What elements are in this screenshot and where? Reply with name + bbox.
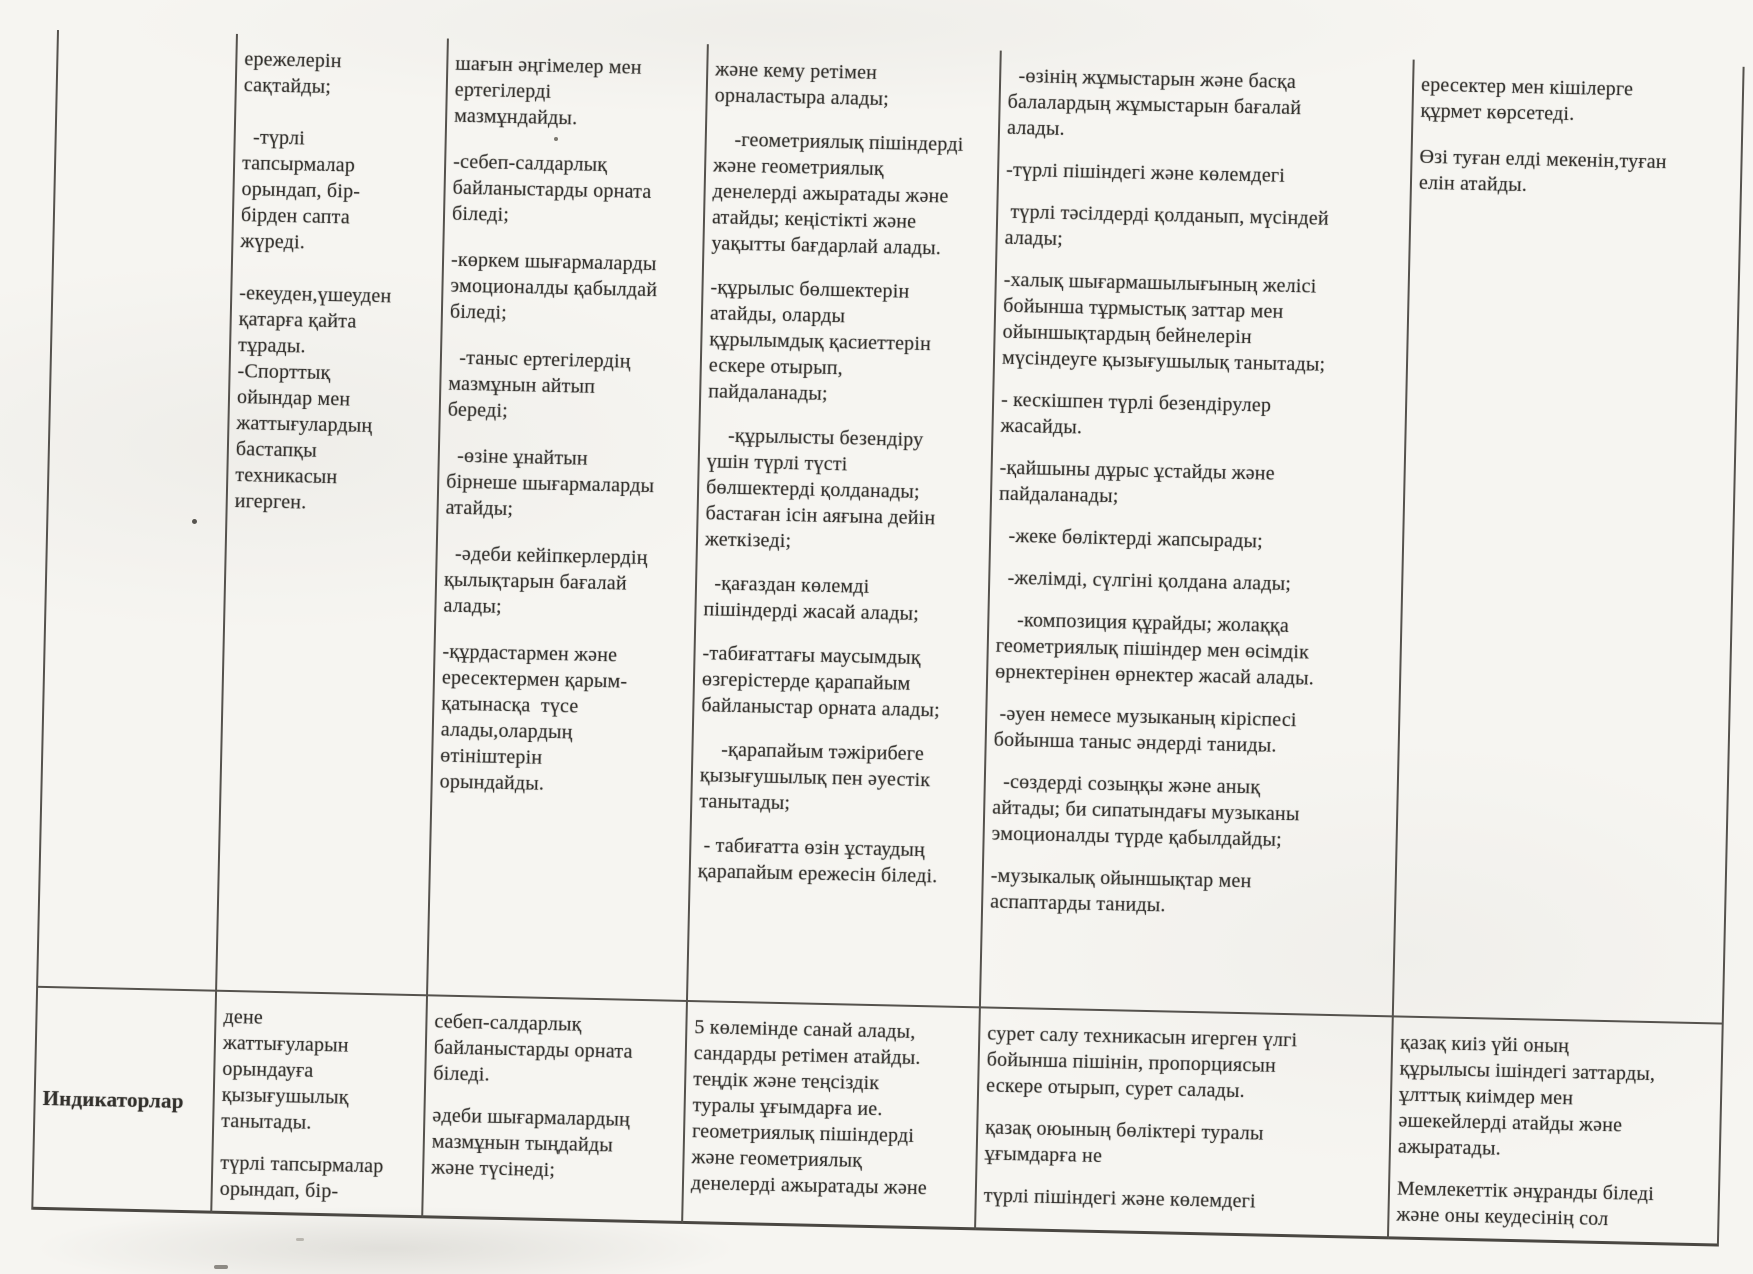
- paragraph: ересектер мен кішілерге құрмет көрсетеді.: [1420, 73, 1634, 126]
- paragraph: -геометриялық пішіндерді және геометриялық денелерді ажыратады және атайды; кеңістікті және уақытты бағдарлай алады.: [711, 128, 964, 260]
- paragraph: -құрылысты безендіру үшін түрлі түсті бөлшектерді қолданады; бастаған ісін аяғына дейін жеткізеді;: [704, 424, 936, 553]
- paragraph: қазақ киіз үйі оның құрылысы ішіндегі заттарды, ұлттық киімдер мен әшекейлерді атайды және ажыратады.: [1397, 1031, 1656, 1160]
- paragraph: - кескішпен түрлі безендірулер жасайды.: [1000, 388, 1272, 439]
- paragraph: -қайшыны дұрыс ұстайды және пайдаланады;: [998, 456, 1276, 508]
- paragraph: -түрлі тапсырмалар орындап, бір- бірден сапта жүреді.: [240, 126, 361, 254]
- paragraph: -әуен немесе музыканың кіріспесі бойынша таныс әндерді таниды.: [993, 702, 1297, 757]
- paragraph: Мемлекеттік әнұранды біледі және оны кеудесінің сол: [1396, 1177, 1655, 1231]
- curriculum-table: [31, 30, 1744, 1247]
- cell-row1-col2: [217, 34, 449, 996]
- paragraph: себеп-салдарлық байланыстарды орната біледі.: [433, 1010, 633, 1086]
- cell-row2-col4: [683, 1002, 981, 1230]
- indicator-row-label: Индикаторлар: [42, 1085, 184, 1113]
- cell-row2-col5: [976, 1008, 1394, 1239]
- scan-speck: [554, 137, 558, 141]
- paragraph: -өзінің жұмыстарын және басқа балалардың жұмыстарын бағалай алады.: [1006, 64, 1302, 141]
- paragraph: -өзіне ұнайтын бірнеше шығармаларды атайды;: [445, 444, 655, 521]
- paragraph: -түрлі пішіндегі және көлемдегі: [1005, 158, 1286, 187]
- scan-speck: [214, 1265, 228, 1269]
- cell-row1-col3: [428, 39, 709, 1002]
- paragraph: -қағаздан көлемді пішіндерді жасай алады;: [703, 572, 920, 625]
- paragraph: түрлі тапсырмалар орындап, бір-: [219, 1151, 384, 1203]
- cell-row1-col5: [981, 51, 1415, 1018]
- indicator-label-cell: [33, 988, 217, 1214]
- paragraph: - табиғатта өзін ұстаудың қарапайым ережесін біледі.: [697, 834, 938, 888]
- paragraph: түрлі тәсілдерді қолданып, мүсіндей алады;: [1004, 200, 1330, 250]
- scan-speck: [192, 519, 197, 524]
- paragraph: -әдеби кейіпкерлердің қылықтарын бағалай алады;: [443, 542, 648, 618]
- cell-row1-col4: [688, 44, 1002, 1008]
- cell-row1-col1: [38, 30, 238, 992]
- paragraph: қазақ оюының бөліктері туралы ұғымдарға не: [984, 1116, 1264, 1168]
- paragraph: -көркем шығармаларды эмоционалды қабылдай біледі;: [449, 248, 658, 324]
- paragraph: және кему ретімен орналастыра алады;: [714, 58, 890, 111]
- paragraph: түрлі пішіндегі және көлемдегі: [983, 1184, 1257, 1213]
- paragraph: -қарапайым тәжірибеге қызығушылық пен әуестік танытады;: [699, 738, 931, 815]
- paragraph: -жеке бөліктерді жапсырады;: [997, 524, 1264, 553]
- curriculum-table-sheet: [31, 30, 1744, 1247]
- paragraph: -құрылыс бөлшектерін атайды, оларды құрылымдық қасиеттерін ескере отырып, пайдаланады;: [708, 276, 932, 405]
- paragraph: -таныс ертегілердің мазмұнын айтып береді;: [447, 346, 631, 422]
- paragraph: 5 көлемінде санай алады, сандарды ретімен атайды. теңдік және теңсіздік туралы ұғымдарға ие. геометриялық пішіндерді және геометриялық денелерді ажыратады және: [690, 1016, 928, 1200]
- paragraph: -музыкалық ойыншықтар мен аспаптарды таниды.: [989, 864, 1252, 917]
- paragraph: шағын әңгімелер мен ертегілерді мазмұндайды.: [453, 52, 642, 130]
- cell-row2-col6: [1389, 1017, 1724, 1246]
- paragraph: дене жаттығуларын орындауға қызығушылық танытады.: [221, 1005, 349, 1134]
- paragraph: -себеп-салдарлық байланыстарды орната біледі;: [451, 150, 652, 226]
- paragraph: Өзі туған елді мекенін,туған елін атайды.: [1418, 145, 1667, 197]
- cell-row2-col2: [212, 992, 428, 1219]
- paragraph: -халық шығармашылығының желісі бойынша тұрмыстық заттар мен ойыншықтардың бейнелерін мүсіндеуге қызығушылық танытады;: [1001, 268, 1326, 376]
- paragraph: әдеби шығармалардың мазмұнын тыңдайды және түсінеді;: [431, 1104, 631, 1182]
- cell-row2-col3: [423, 996, 688, 1224]
- paragraph: -екеуден,үшеуден қатарға қайта тұрады. -Спорттық ойындар мен жаттығулардың бастапқы техникасын игерген.: [234, 282, 392, 514]
- paragraph: -композиция құрайды; жолаққа геометриялық пішіндер мен өсімдік өрнектерінен өрнектер жасай алады.: [994, 608, 1315, 690]
- cell-row1-col6: [1394, 60, 1745, 1025]
- paragraph: -желімді, сүлгіні қолдана алады;: [997, 566, 1292, 596]
- paragraph: -сөздерді созыңқы және анық айтады; би сипатындағы музыканы эмоционалды түрде қабылдайды;: [991, 770, 1300, 851]
- paragraph: сурет салу техникасын игерген үлгі бойынша пішінін, пропорциясын ескере отырып, сурет салады.: [985, 1022, 1298, 1103]
- paragraph: -құрдастармен және ересектермен қарым- қатынасқа түсе алады,олардың өтініштерін орындайды.: [439, 640, 628, 795]
- paragraph: -табиғаттағы маусымдық өзгерістерде қарапайым байланыстар орната алады;: [701, 642, 941, 722]
- paragraph: ережелерін сақтайды;: [243, 48, 342, 98]
- scan-speck: [296, 1238, 304, 1241]
